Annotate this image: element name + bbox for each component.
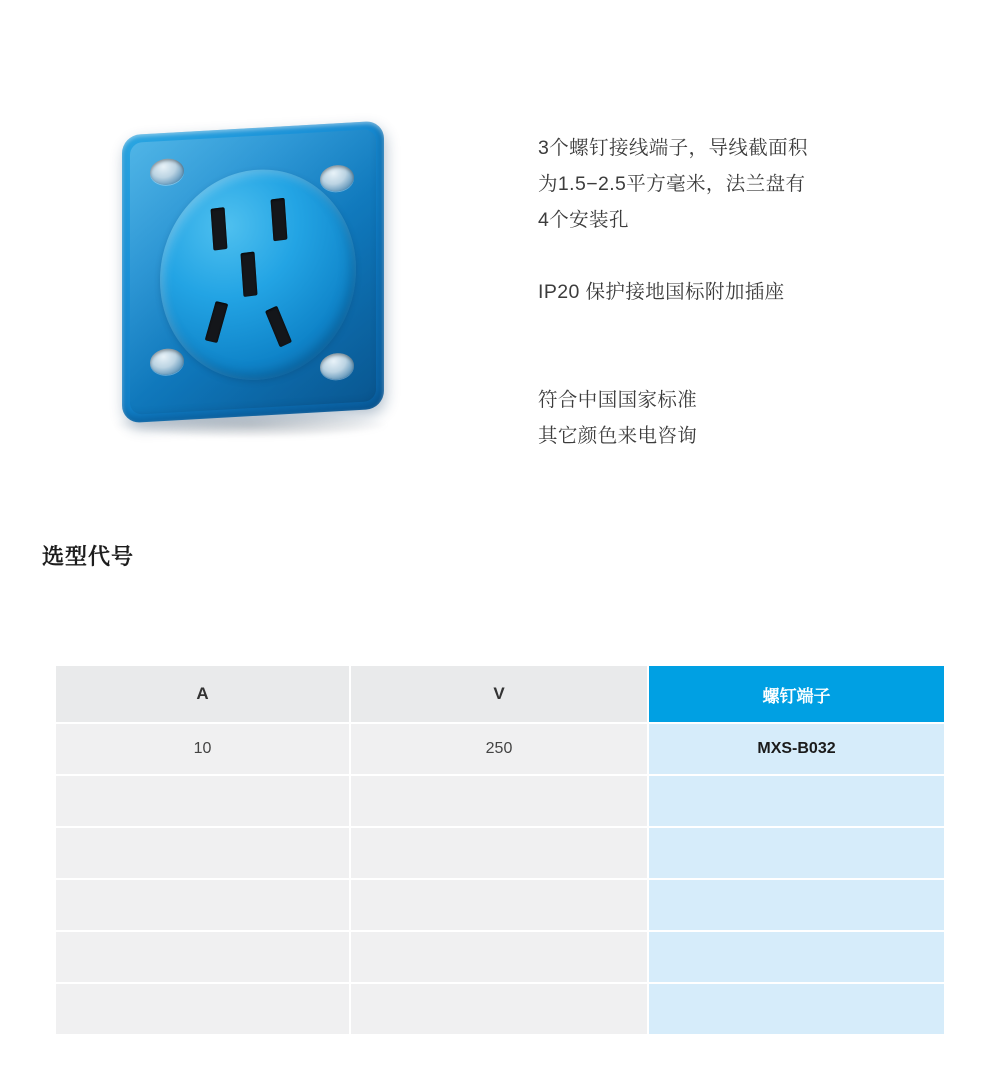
table-row: [56, 724, 944, 774]
socket-flange: [122, 121, 384, 424]
table-cell-model: [649, 828, 944, 878]
spec-spacer-2: [538, 310, 938, 382]
socket-slot-earth: [240, 251, 257, 296]
spec-line-1: 3个螺钉接线端子，导线截面积: [538, 137, 808, 159]
spec-line-5: 符合中国国家标准: [538, 389, 698, 411]
table-header-current: A: [56, 666, 351, 722]
table-header-row: [56, 666, 944, 722]
table-cell-model: [649, 880, 944, 930]
socket-slot-1: [211, 207, 228, 250]
spec-line-4: IP20 保护接地国标附加插座: [538, 281, 785, 303]
table-row: [56, 828, 944, 878]
spec-line-2: 为1.5−2.5平方毫米，法兰盘有: [538, 173, 806, 195]
table-cell-voltage: [351, 984, 649, 1034]
table-header-voltage: V: [351, 666, 649, 722]
spec-line-3: 4个安装孔: [538, 209, 629, 231]
table-cell-voltage: [351, 776, 649, 826]
table-cell-current: [56, 932, 351, 982]
table-cell-voltage: 250: [351, 724, 649, 774]
spec-spacer-1: [538, 238, 938, 274]
selection-code-table: [56, 664, 944, 1036]
selection-code-table-wrapper: [56, 664, 944, 1036]
spec-line-6: 其它颜色来电咨询: [538, 425, 698, 447]
table-cell-model: [649, 776, 944, 826]
socket-illustration: [108, 120, 398, 430]
table-cell-model: [649, 932, 944, 982]
table-row: [56, 776, 944, 826]
socket-slot-3: [205, 301, 229, 343]
table-cell-current: 10: [56, 724, 351, 774]
product-image-area: [0, 0, 520, 520]
table-cell-current: [56, 880, 351, 930]
table-row: [56, 984, 944, 1034]
table-cell-current: [56, 776, 351, 826]
product-specification-text: [538, 130, 938, 454]
table-header-screw-terminal: 螺钉端子: [649, 666, 944, 722]
table-cell-voltage: [351, 880, 649, 930]
socket-slot-4: [265, 306, 292, 348]
table-cell-current: [56, 984, 351, 1034]
table-cell-model: MXS-B032: [649, 724, 944, 774]
socket-slot-2: [271, 198, 288, 241]
section-title-selection-code: 选型代号: [42, 544, 135, 569]
table-row: [56, 880, 944, 930]
table-cell-voltage: [351, 828, 649, 878]
table-cell-voltage: [351, 932, 649, 982]
table-row: [56, 932, 944, 982]
table-cell-current: [56, 828, 351, 878]
table-cell-model: [649, 984, 944, 1034]
